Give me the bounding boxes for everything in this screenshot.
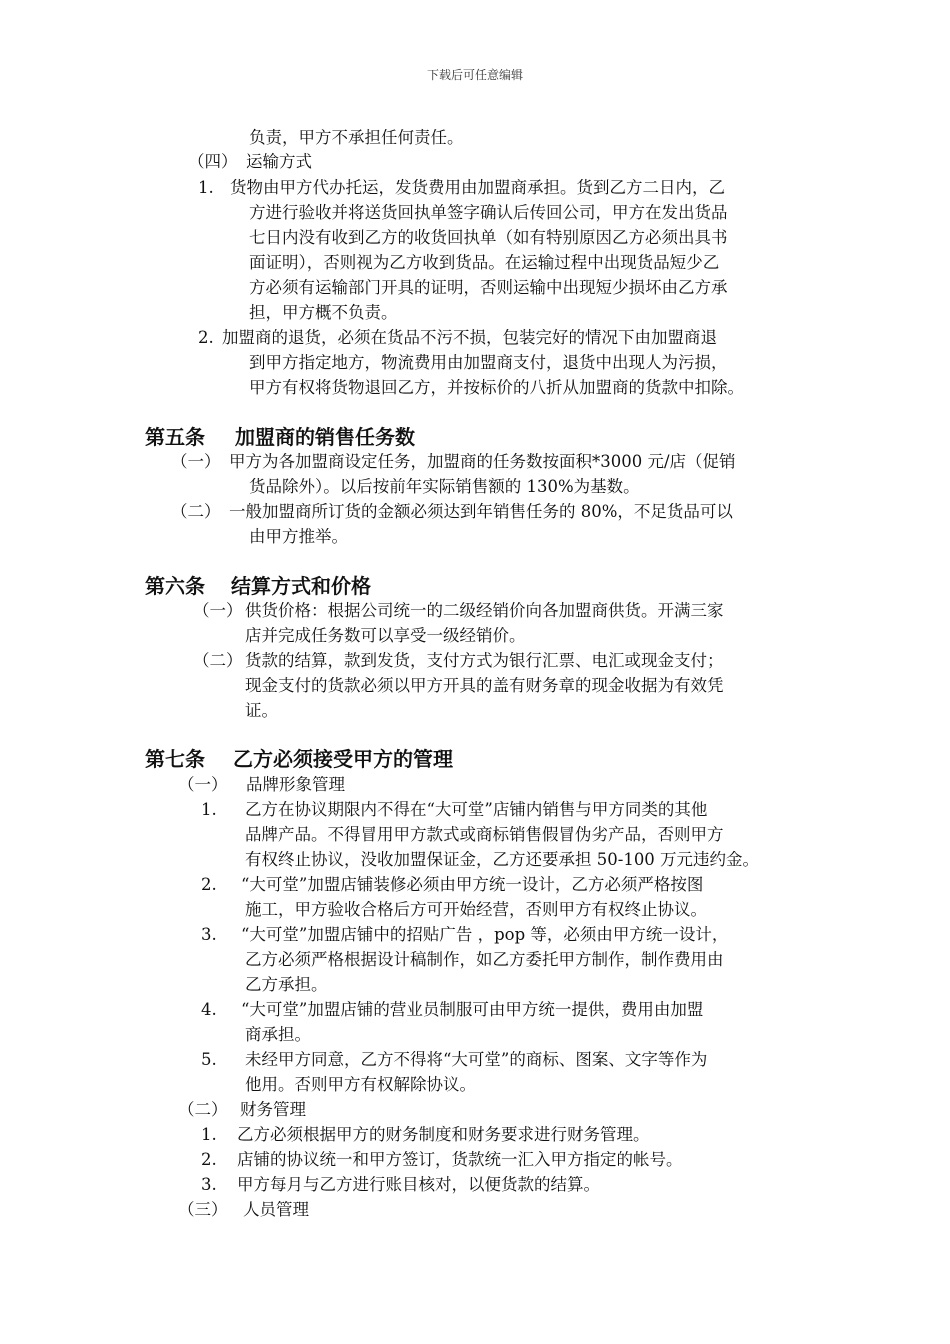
subsection-number: （四） (188, 152, 238, 171)
item-line: 商承担。 (245, 1025, 311, 1044)
continuation-text: 负责，甲方不承担任何责任。 (249, 128, 464, 147)
item-line: 甲方有权将货物退回乙方，并按标价的八折从加盟商的货款中扣除。 (249, 378, 744, 397)
item-line: 品牌产品。不得冒用甲方款式或商标销售假冒伪劣产品，否则甲方 (245, 825, 724, 844)
item-number: 2. (201, 875, 217, 894)
subsection-title: 运输方式 (246, 152, 312, 171)
item-line: 甲方每月与乙方进行账目核对，以便货款的结算。 (237, 1175, 600, 1194)
clause-line: 现金支付的货款必须以甲方开具的盖有财务章的现金收据为有效凭 (245, 676, 724, 695)
item-number: 5. (201, 1050, 217, 1069)
item-line: 施工，甲方验收合格后方可开始经营，否则甲方有权终止协议。 (245, 900, 707, 919)
clause-line: 由甲方推举。 (249, 527, 348, 546)
item-line: 未经甲方同意，乙方不得将“大可堂”的商标、图案、文字等作为 (245, 1050, 708, 1069)
item-line: 店铺的协议统一和甲方签订，货款统一汇入甲方指定的帐号。 (237, 1150, 683, 1169)
article-number: 第五条 (145, 425, 205, 449)
item-line: 乙方承担。 (245, 975, 328, 994)
item-line: “大可堂”加盟店铺装修必须由甲方统一设计，乙方必须严格按图 (241, 875, 704, 894)
clause-number: （一） (171, 452, 221, 471)
item-line: 有权终止协议，没收加盟保证金，乙方还要承担 50-100 万元违约金。 (245, 850, 760, 869)
item-number: 1. (201, 1125, 217, 1144)
item-number: 1. (198, 178, 214, 197)
article-heading (145, 424, 415, 450)
article-title: 加盟商的销售任务数 (235, 425, 415, 449)
item-line: 乙方在协议期限内不得在“大可堂”店铺内销售与甲方同类的其他 (245, 800, 708, 819)
subsection-number: （二） (178, 1100, 228, 1119)
item-line: 方进行验收并将送货回执单签字确认后传回公司，甲方在发出货品 (249, 203, 728, 222)
article-heading (145, 746, 453, 772)
item-number: 3. (201, 1175, 217, 1194)
clause-line: 甲方为各加盟商设定任务，加盟商的任务数按面积*3000 元/店（促销 (229, 452, 736, 471)
clause-number: （二） (171, 502, 221, 521)
subsection-number: （一） (178, 775, 228, 794)
item-line: 乙方必须严格根据设计稿制作，如乙方委托甲方制作，制作费用由 (245, 950, 724, 969)
page-header: 下载后可任意编辑 (426, 68, 523, 82)
item-number: 4. (201, 1000, 217, 1019)
item-line: 面证明），否则视为乙方收到货品。在运输过程中出现货品短少乙 (249, 253, 720, 272)
article-number: 第六条 (145, 574, 205, 598)
item-line: 他用。否则甲方有权解除协议。 (245, 1075, 476, 1094)
clause-line: 供货价格：根据公司统一的二级经销价向各加盟商供货。开满三家 (245, 601, 724, 620)
item-number: 1. (201, 800, 217, 819)
clause-number: （二） (193, 651, 243, 670)
clause-line: 货品除外）。以后按前年实际销售额的 130%为基数。 (249, 477, 640, 496)
item-line: 货物由甲方代办托运，发货费用由加盟商承担。货到乙方二日内，乙 (230, 178, 725, 197)
article-title: 结算方式和价格 (231, 574, 371, 598)
article-heading (145, 573, 371, 599)
clause-line: 一般加盟商所订货的金额必须达到年销售任务的 80%，不足货品可以 (229, 502, 733, 521)
item-line: “大可堂”加盟店铺的营业员制服可由甲方统一提供，费用由加盟 (241, 1000, 704, 1019)
item-line: “大可堂”加盟店铺中的招贴广告 ，pop 等，必须由甲方统一设计， (241, 925, 729, 944)
item-number: 3. (201, 925, 217, 944)
clause-line: 证。 (245, 701, 278, 720)
article-title: 乙方必须接受甲方的管理 (233, 747, 453, 771)
item-line: 加盟商的退货，必须在货品不污不损，包装完好的情况下由加盟商退 (222, 328, 717, 347)
item-number: 2. (201, 1150, 217, 1169)
subsection-title: 财务管理 (240, 1100, 306, 1119)
item-line: 乙方必须根据甲方的财务制度和财务要求进行财务管理。 (237, 1125, 650, 1144)
item-line: 担，甲方概不负责。 (249, 303, 398, 322)
item-number: 2. (198, 328, 214, 347)
item-line: 到甲方指定地方，物流费用由加盟商支付，退货中出现人为污损， (249, 353, 728, 372)
item-line: 七日内没有收到乙方的收货回执单（如有特别原因乙方必须出具书 (249, 228, 728, 247)
article-number: 第七条 (145, 747, 205, 771)
clause-number: （一） (193, 601, 243, 620)
item-line: 方必须有运输部门开具的证明，否则运输中出现短少损坏由乙方承 (249, 278, 728, 297)
subsection-number: （三） (178, 1200, 228, 1219)
subsection-title: 品牌形象管理 (246, 775, 345, 794)
subsection-title: 人员管理 (243, 1200, 309, 1219)
clause-line: 店并完成任务数可以享受一级经销价。 (245, 626, 526, 645)
clause-line: 货款的结算，款到发货，支付方式为银行汇票、电汇或现金支付； (245, 651, 724, 670)
